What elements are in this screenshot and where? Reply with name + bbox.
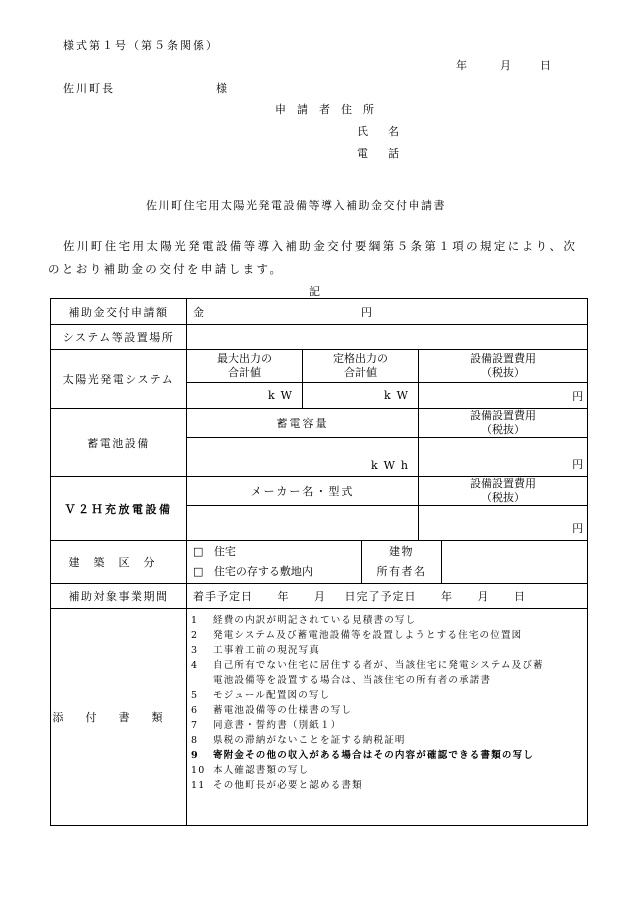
v2h-label: Ｖ２Ｈ充放電設備 [51, 477, 187, 541]
option-site-label: 住宅の存する敷地内 [213, 565, 313, 578]
attachment-item: 1 経費の内訳が明記されている見積書の写し [191, 615, 417, 626]
option-house[interactable] [193, 542, 361, 562]
period-field[interactable] [187, 584, 588, 609]
date-year: 年 [456, 59, 469, 72]
rated-output-line1: 定格出力の [333, 352, 388, 365]
v2h-cost-field[interactable] [419, 506, 588, 541]
battery-label: 蓄電池設備 [51, 409, 187, 477]
solar-cost-line1: 設備設置費用 [470, 352, 537, 365]
attachment-item: 7 同意書・誓約書（別紙１） [191, 720, 342, 731]
attachment-item: 4 自己所有でない住宅に居住する者が、当該住宅に発電システム及び蓄 [191, 660, 544, 671]
intro-line-1: 佐川町住宅用太陽光発電設備等導入補助金交付要綱第５条第１項の規定により、次 [63, 239, 578, 253]
v2h-cost-line1: 設備設置費用 [470, 477, 537, 490]
date-day: 日 [540, 59, 553, 72]
building-owner-field[interactable] [442, 541, 588, 584]
record-label: 記 [309, 285, 322, 298]
max-output-unit: kW [268, 389, 298, 402]
attachment-item: 6 蓄電池設備等の仕様書の写し [191, 705, 353, 716]
battery-capacity-header: 蓄電容量 [187, 409, 419, 438]
completion-year: 年 [441, 590, 453, 603]
building-category-options [187, 541, 362, 584]
application-table [50, 298, 588, 826]
document-title: 佐川町住宅用太陽光発電設備等導入補助金交付申請書 [146, 199, 446, 212]
battery-cost-field[interactable] [419, 438, 588, 477]
battery-cost-header [419, 409, 588, 438]
attachment-item: 2 発電システム及び蓄電池設備等を設置しようとする住宅の位置図 [191, 630, 523, 641]
max-output-header [187, 350, 303, 383]
attachment-item: 3 工事着工前の現況写真 [191, 645, 321, 656]
completion-date-label: 日完了予定日 [344, 590, 417, 603]
solar-cost-line2: （税抜） [481, 366, 526, 379]
maker-model-header: メーカー名・型式 [187, 477, 419, 506]
start-month: 月 [314, 590, 326, 603]
building-category-label: 建築区分 [51, 541, 187, 584]
checkbox-house[interactable]: □ [193, 545, 204, 558]
attachment-item: 9 寄附金その他の収入がある場合はその内容が確認できる書類の写し [191, 750, 535, 761]
option-site[interactable] [193, 562, 361, 582]
attachments-label: 添付書類 [51, 609, 187, 826]
max-output-line1: 最大出力の [217, 352, 272, 365]
building-owner-line1: 建物 [389, 545, 414, 558]
rated-output-header [303, 350, 419, 383]
battery-cost-unit: 円 [572, 458, 584, 471]
v2h-cost-unit: 円 [572, 522, 584, 535]
date-month: 月 [500, 59, 513, 72]
attachments-list [187, 609, 588, 826]
start-year: 年 [277, 590, 290, 603]
amount-field[interactable] [187, 299, 588, 325]
building-owner-line2: 所有者名 [376, 565, 427, 578]
attachment-item: 11 その他町長が必要と認める書類 [191, 780, 363, 791]
applicant-phone-label: 電話 [357, 147, 419, 160]
rated-output-unit: kW [384, 389, 414, 402]
rated-output-field[interactable] [303, 383, 419, 409]
applicant-address-label: 申請者住所 [275, 103, 385, 116]
start-date-label: 着手予定日 [193, 590, 253, 603]
v2h-cost-line2: （税抜） [481, 491, 526, 504]
battery-capacity-field[interactable] [187, 438, 419, 477]
solar-cost-field[interactable] [419, 383, 588, 409]
system-location-label: システム等設置場所 [51, 325, 187, 350]
honorific: 様 [216, 82, 229, 95]
max-output-line2: 合計値 [228, 366, 261, 379]
attachment-item-continued: 電池設備等を設置する場合は、当該住宅の所有者の承諾書 [213, 675, 492, 686]
v2h-cost-header [419, 477, 588, 506]
battery-cost-line2: （税抜） [481, 423, 526, 436]
attachment-item: 5 モジュール配置図の写し [191, 690, 331, 701]
amount-unit: 円 [361, 305, 372, 319]
checkbox-site[interactable]: □ [193, 565, 204, 578]
addressee: 佐川町長 [63, 82, 115, 95]
rated-output-line2: 合計値 [344, 366, 377, 379]
form-number: 様式第１号（第５条関係） [63, 39, 219, 52]
attachment-item: 10 本人確認書類の写し [191, 765, 310, 776]
amount-label: 補助金交付申請額 [51, 299, 187, 325]
system-location-field[interactable] [187, 325, 588, 350]
completion-day: 日 [514, 590, 526, 603]
battery-cost-line1: 設備設置費用 [470, 409, 537, 422]
intro-line-2: のとおり補助金の交付を申請します。 [48, 262, 284, 276]
battery-capacity-unit: kWh [370, 459, 414, 472]
solar-cost-header [419, 350, 588, 383]
applicant-name-label: 氏名 [357, 125, 419, 138]
solar-system-label: 太陽光発電システム [51, 350, 187, 409]
option-house-label: 住宅 [213, 545, 236, 558]
building-owner-label [362, 541, 442, 584]
max-output-field[interactable] [187, 383, 303, 409]
amount-prefix: 金 [193, 305, 204, 319]
attachment-item: 8 県税の滞納がないことを証する納税証明 [191, 735, 406, 746]
solar-cost-unit: 円 [572, 389, 584, 403]
maker-model-field[interactable] [187, 506, 419, 541]
period-label: 補助対象事業期間 [51, 584, 187, 609]
completion-month: 月 [477, 590, 490, 603]
